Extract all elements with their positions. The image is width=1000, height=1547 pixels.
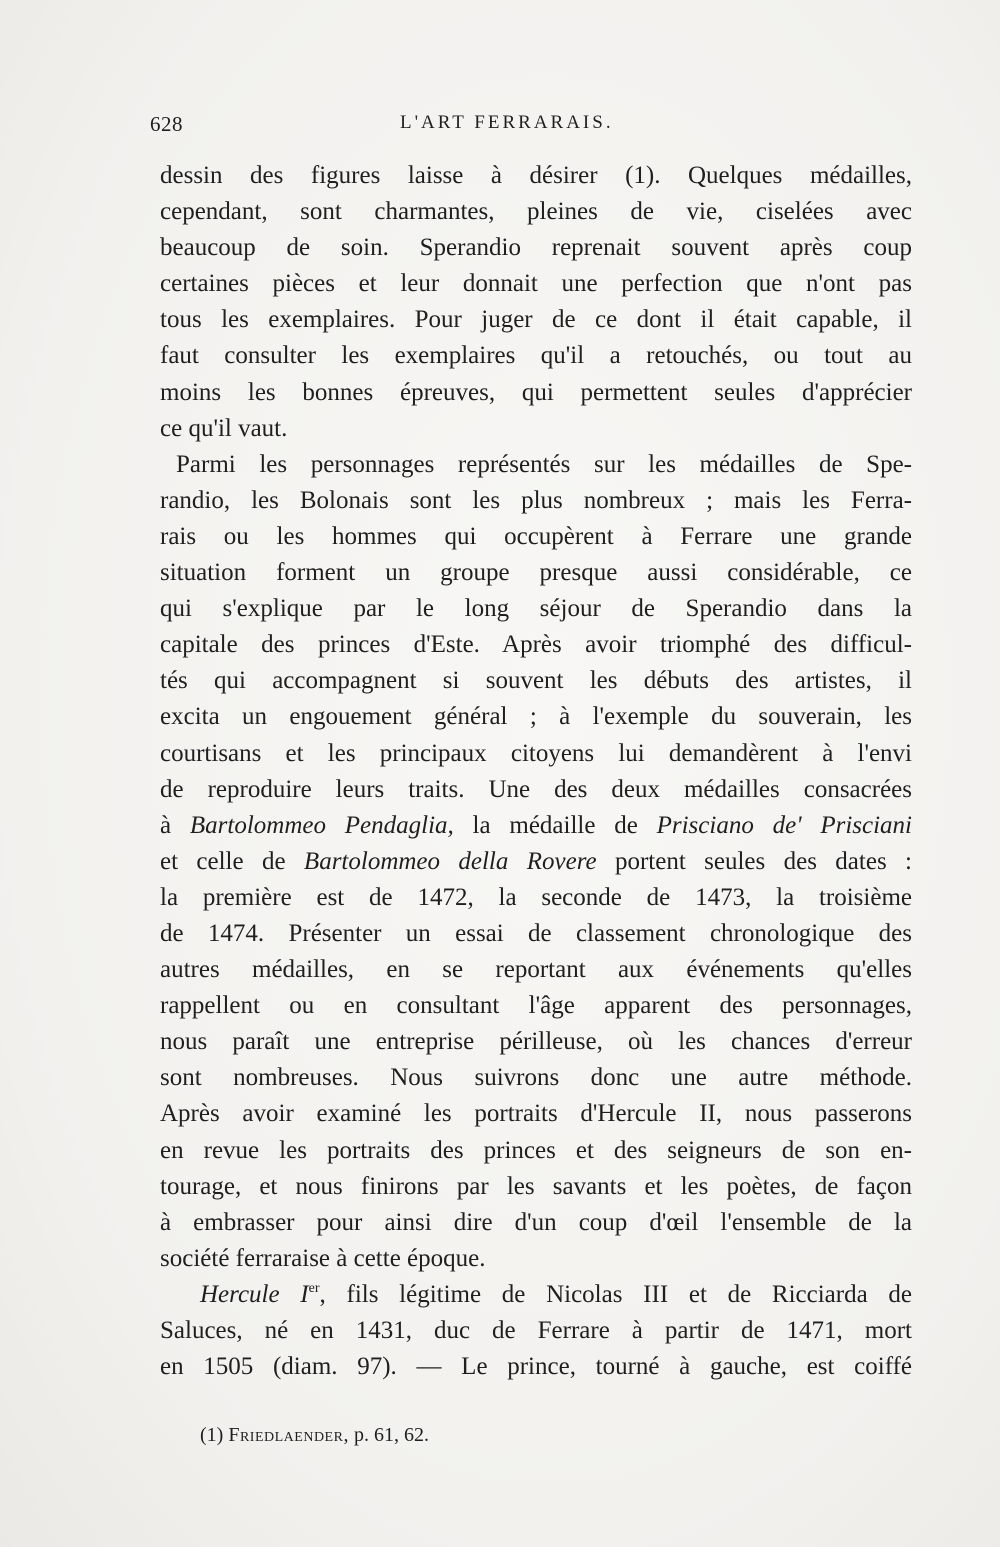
text-line: qui s'explique par le long séjour de Sperandio dans la [160,595,912,623]
text-line: Après avoir examiné les portraits d'Hercule II, nous passerons [160,1100,912,1128]
superscript: er [308,1280,320,1296]
person-name-hercule: Hercule I [200,1280,309,1308]
text-line: sont nombreuses. Nous suivrons donc une autre méthode. [160,1064,912,1092]
text-line: la première est de 1472, la seconde de 1473, la troisième [160,883,912,911]
text-line: tous les exemplaires. Pour juger de ce dont il était capable, il [160,306,912,334]
text-line: tourage, et nous finirons par les savants et les poètes, de façon [160,1172,912,1200]
text-line: ce qu'il vaut. [160,414,288,442]
page-number: 628 [150,112,183,136]
person-name-rovere: Bartolommeo della Rovere [303,847,597,875]
running-head [150,112,900,146]
text-fragment: à [160,811,190,839]
text-line: en revue les portraits des princes et des seigneurs de son en- [160,1136,912,1164]
footnote-marker: (1) [200,1424,229,1446]
person-name-prisciani: Prisciano de' Prisciani [656,811,912,839]
text-line: rais ou les hommes qui occupèrent à Ferrare une grande [160,522,912,550]
running-title: L'ART FERRARAIS. [400,112,614,133]
text-line: nous paraît une entreprise périlleuse, où les chances d'erreur [160,1028,912,1056]
text-line: de 1474. Présenter un essai de classement chronologique des [160,919,912,947]
text-line: certaines pièces et leur donnait une perfection que n'ont pas [160,270,912,298]
footnote [200,1424,429,1447]
paragraph-start-line: Parmi les personnages représentés sur les médailles de Spe- [176,450,912,478]
text-fragment: la médaille de [453,811,657,839]
text-line: autres médailles, en se reportant aux événements qu'elles [160,956,912,984]
text-line: en 1505 (diam. 97). — Le prince, tourné à gauche, est coiffé [160,1353,912,1381]
text-line: dessin des figures laisse à désirer (1). Quelques médailles, [160,162,912,189]
text-line: situation forment un groupe presque aussi considérable, ce [160,559,912,587]
text-line: rappellent ou en consultant l'âge apparent des personnages, [160,992,912,1020]
text-line: excita un engouement général ; à l'exemple du souverain, les [160,703,912,731]
footnote-reference: p. 61, 62. [348,1424,429,1446]
body-text [160,158,912,1385]
text-line: faut consulter les exemplaires qu'il a retouchés, ou tout au [160,342,912,370]
text-line: moins les bonnes épreuves, qui permettent seules d'apprécier [160,378,912,406]
paragraph-start-line [160,1277,912,1313]
text-line: Saluces, né en 1431, duc de Ferrare à partir de 1471, mort [160,1317,912,1344]
text-fragment: portent seules des dates : [596,847,912,875]
text-line: beaucoup de soin. Sperandio reprenait souvent après coup [160,234,912,262]
person-name-pendaglia: Bartolommeo Pendaglia, [189,811,454,839]
text-fragment: et celle de [160,847,304,875]
text-line-names [160,844,912,880]
text-line: de reproduire leurs traits. Une des deux médailles consacrées [160,775,912,803]
footnote-author: Friedlaender, [228,1424,349,1446]
text-line: société ferraraise à cette époque. [160,1244,486,1272]
text-line: courtisans et les principaux citoyens lui demandèrent à l'envi [160,739,912,767]
text-line-names [160,808,912,844]
text-line: capitale des princes d'Este. Après avoir triomphé des difficul- [160,631,912,659]
text-line: à embrasser pour ainsi dire d'un coup d'œil l'ensemble de la [160,1208,912,1236]
text-line: cependant, sont charmantes, pleines de vie, ciselées avec [160,198,912,226]
text-line: tés qui accompagnent si souvent les débuts des artistes, il [160,667,912,695]
text-fragment: , fils légitime de Nicolas III et de Ricciarda de [319,1280,912,1308]
text-line: randio, les Bolonais sont les plus nombreux ; mais les Ferra- [160,486,912,514]
